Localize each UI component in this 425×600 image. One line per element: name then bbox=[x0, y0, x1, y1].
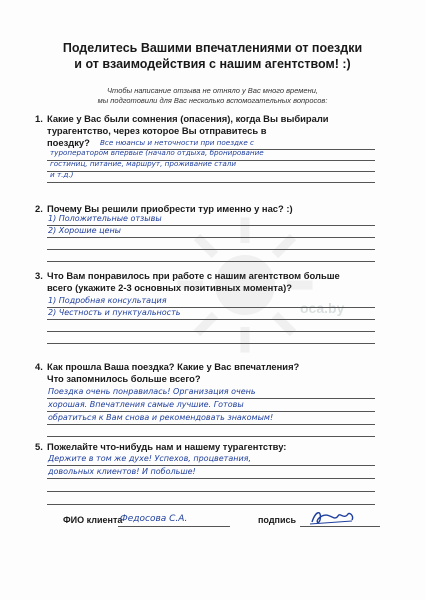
answer-1-line-2: туроператором впервые (начало отдыха, бронирование bbox=[50, 148, 264, 157]
answer-3-line-1: 1) Подробная консультация bbox=[48, 296, 167, 305]
page-title-line-1: Поделитесь Вашими впечатлениями от поездки bbox=[62, 41, 363, 55]
answer-line bbox=[47, 411, 375, 412]
answer-line bbox=[47, 478, 375, 479]
client-name-value: Федосова С.А. bbox=[120, 514, 188, 524]
answer-1-line-4: и т.д.) bbox=[50, 170, 74, 179]
answer-line bbox=[47, 343, 375, 344]
answer-line bbox=[47, 249, 375, 250]
client-name-line bbox=[118, 526, 230, 527]
answer-1-line-3: гостиниц, питание, маршрут, проживание стали bbox=[50, 159, 237, 168]
answer-5-line-2: довольных клиентов! И побольше! bbox=[48, 467, 196, 476]
answer-line bbox=[47, 398, 375, 399]
client-name-label: ФИО клиента bbox=[63, 515, 123, 525]
answer-line bbox=[47, 424, 375, 425]
answer-line bbox=[47, 436, 375, 437]
answer-line bbox=[47, 504, 375, 505]
answer-4-line-1: Поездка очень понравилась! Организация очень bbox=[48, 387, 256, 396]
answer-4-line-2: хорошая. Впечатления самые лучшие. Готовы bbox=[48, 400, 244, 409]
answer-line bbox=[47, 491, 375, 492]
answer-line bbox=[47, 182, 375, 183]
page-title-line-2: и от взаимодействия с нашим агентством! :) bbox=[74, 57, 351, 71]
watermark-text: oca.by bbox=[300, 300, 345, 316]
question-5: 5. Пожелайте что-нибудь нам и нашему турагентству: bbox=[35, 441, 287, 452]
answer-5-line-1: Держите в том же духе! Успехов, процветания, bbox=[48, 454, 252, 463]
signature-label: подпись bbox=[258, 515, 297, 525]
answer-line bbox=[47, 171, 375, 172]
subtitle-line-1: Чтобы написание отзыва не отняло у Вас много времени, bbox=[107, 86, 318, 95]
question-1: 1. Какие у Вас были сомнения (опасения), когда Вы выбирали турагентство, через которое Вы отправитесь в поездку? bbox=[35, 113, 329, 148]
answer-line bbox=[47, 237, 375, 238]
answer-2-line-1: 1) Положительные отзывы bbox=[48, 214, 162, 223]
answer-3-line-2: 2) Честность и пунктуальность bbox=[48, 308, 181, 317]
question-2: 2. Почему Вы решили приобрести тур именно у нас? :) bbox=[35, 203, 293, 214]
answer-line bbox=[47, 465, 375, 466]
answer-2-line-2: 2) Хорошие цены bbox=[48, 226, 121, 235]
question-3: 3. Что Вам понравилось при работе с нашим агентством больше всего (укажите 2-3 основных позитивных момента)? bbox=[35, 270, 340, 293]
handwritten-signature bbox=[308, 506, 358, 528]
signature-line bbox=[300, 526, 380, 527]
answer-line bbox=[47, 331, 375, 332]
answer-line bbox=[47, 261, 375, 262]
answer-1-line-1: Все нюансы и неточности при поездке с bbox=[100, 138, 254, 147]
subtitle-line-2: мы подготовили для Вас несколько вспомогательных вопросов: bbox=[97, 96, 328, 105]
answer-4-line-3: обратиться к Вам снова и рекомендовать знакомым! bbox=[48, 413, 274, 422]
question-4: 4. Как прошла Ваша поездка? Какие у Вас впечатления? Что запомнилось больше всего? bbox=[35, 361, 300, 384]
answer-line bbox=[47, 319, 375, 320]
